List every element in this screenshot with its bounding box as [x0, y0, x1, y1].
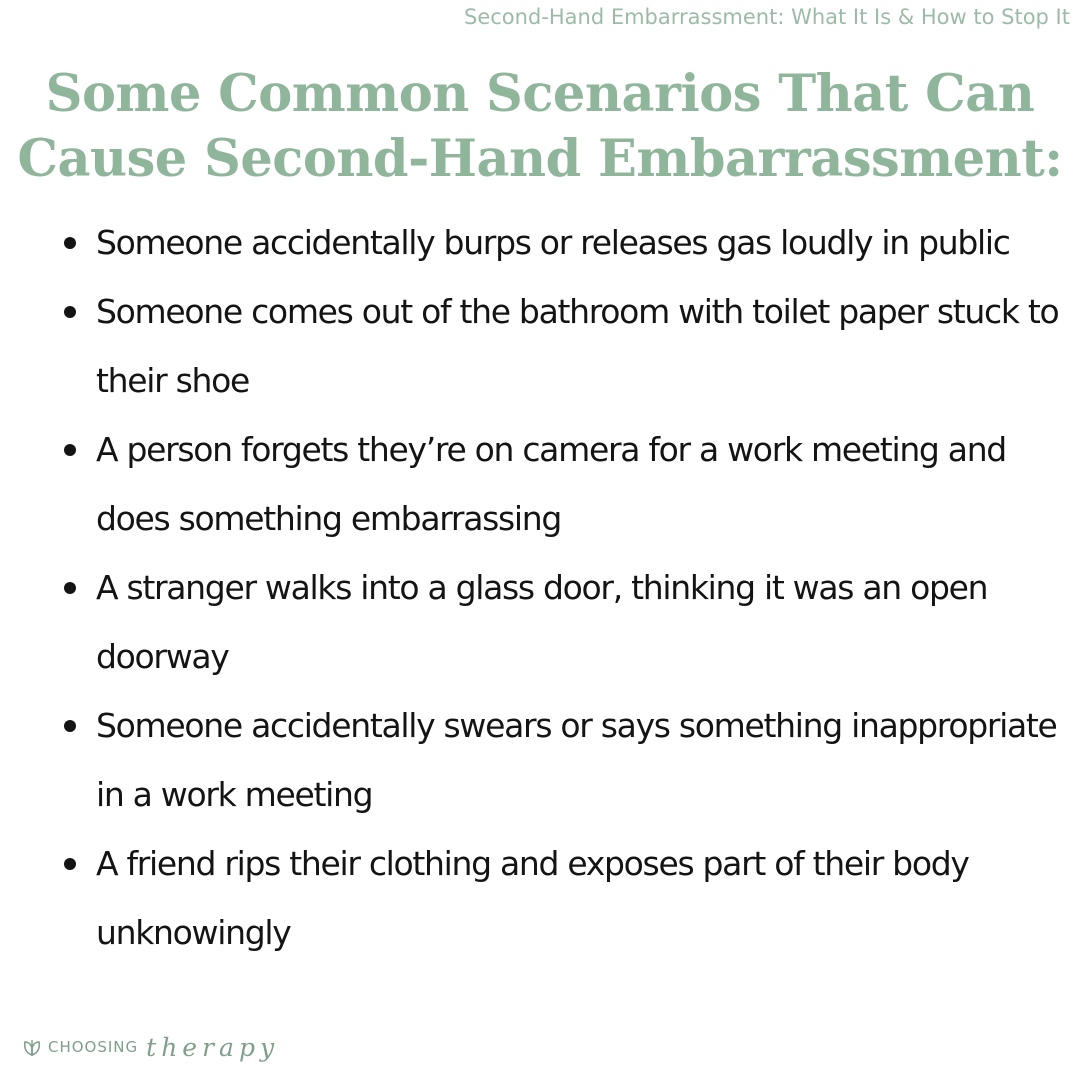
- list-item-text: A stranger walks into a glass door, thinking it was an open doorway: [96, 568, 988, 676]
- list-item: [58, 691, 1070, 829]
- brand-word-therapy: therapy: [146, 1032, 280, 1062]
- list-item-text: Someone accidentally burps or releases gas loudly in public: [96, 223, 1010, 262]
- bullet-icon: [64, 720, 76, 732]
- brand-logo: [22, 1030, 279, 1064]
- title-line-2: Cause Second-Hand Embarrassment:: [17, 129, 1063, 189]
- brand-word-choosing: CHOOSING: [48, 1038, 139, 1056]
- list-item: [58, 208, 1070, 277]
- list-item-text: Someone comes out of the bathroom with toilet paper stuck to their shoe: [96, 292, 1059, 400]
- scenario-list: [58, 208, 1070, 967]
- page-title: [0, 62, 1080, 192]
- title-line-1: Some Common Scenarios That Can: [45, 64, 1035, 124]
- list-item: [58, 415, 1070, 553]
- list-item: [58, 553, 1070, 691]
- list-item-text: A person forgets they’re on camera for a work meeting and does something embarrassing: [96, 430, 1006, 538]
- list-item: [58, 829, 1070, 967]
- bullet-icon: [64, 306, 76, 318]
- bullet-icon: [64, 858, 76, 870]
- bullet-icon: [64, 444, 76, 456]
- list-item-text: A friend rips their clothing and exposes part of their body unknowingly: [96, 844, 969, 952]
- list-item: [58, 277, 1070, 415]
- leaf-icon: [22, 1038, 42, 1056]
- list-item-text: Someone accidentally swears or says something inappropriate in a work meeting: [96, 706, 1057, 814]
- bullet-icon: [64, 582, 76, 594]
- page-subtitle: Second-Hand Embarrassment: What It Is & How to Stop It: [464, 5, 1070, 29]
- bullet-icon: [64, 237, 76, 249]
